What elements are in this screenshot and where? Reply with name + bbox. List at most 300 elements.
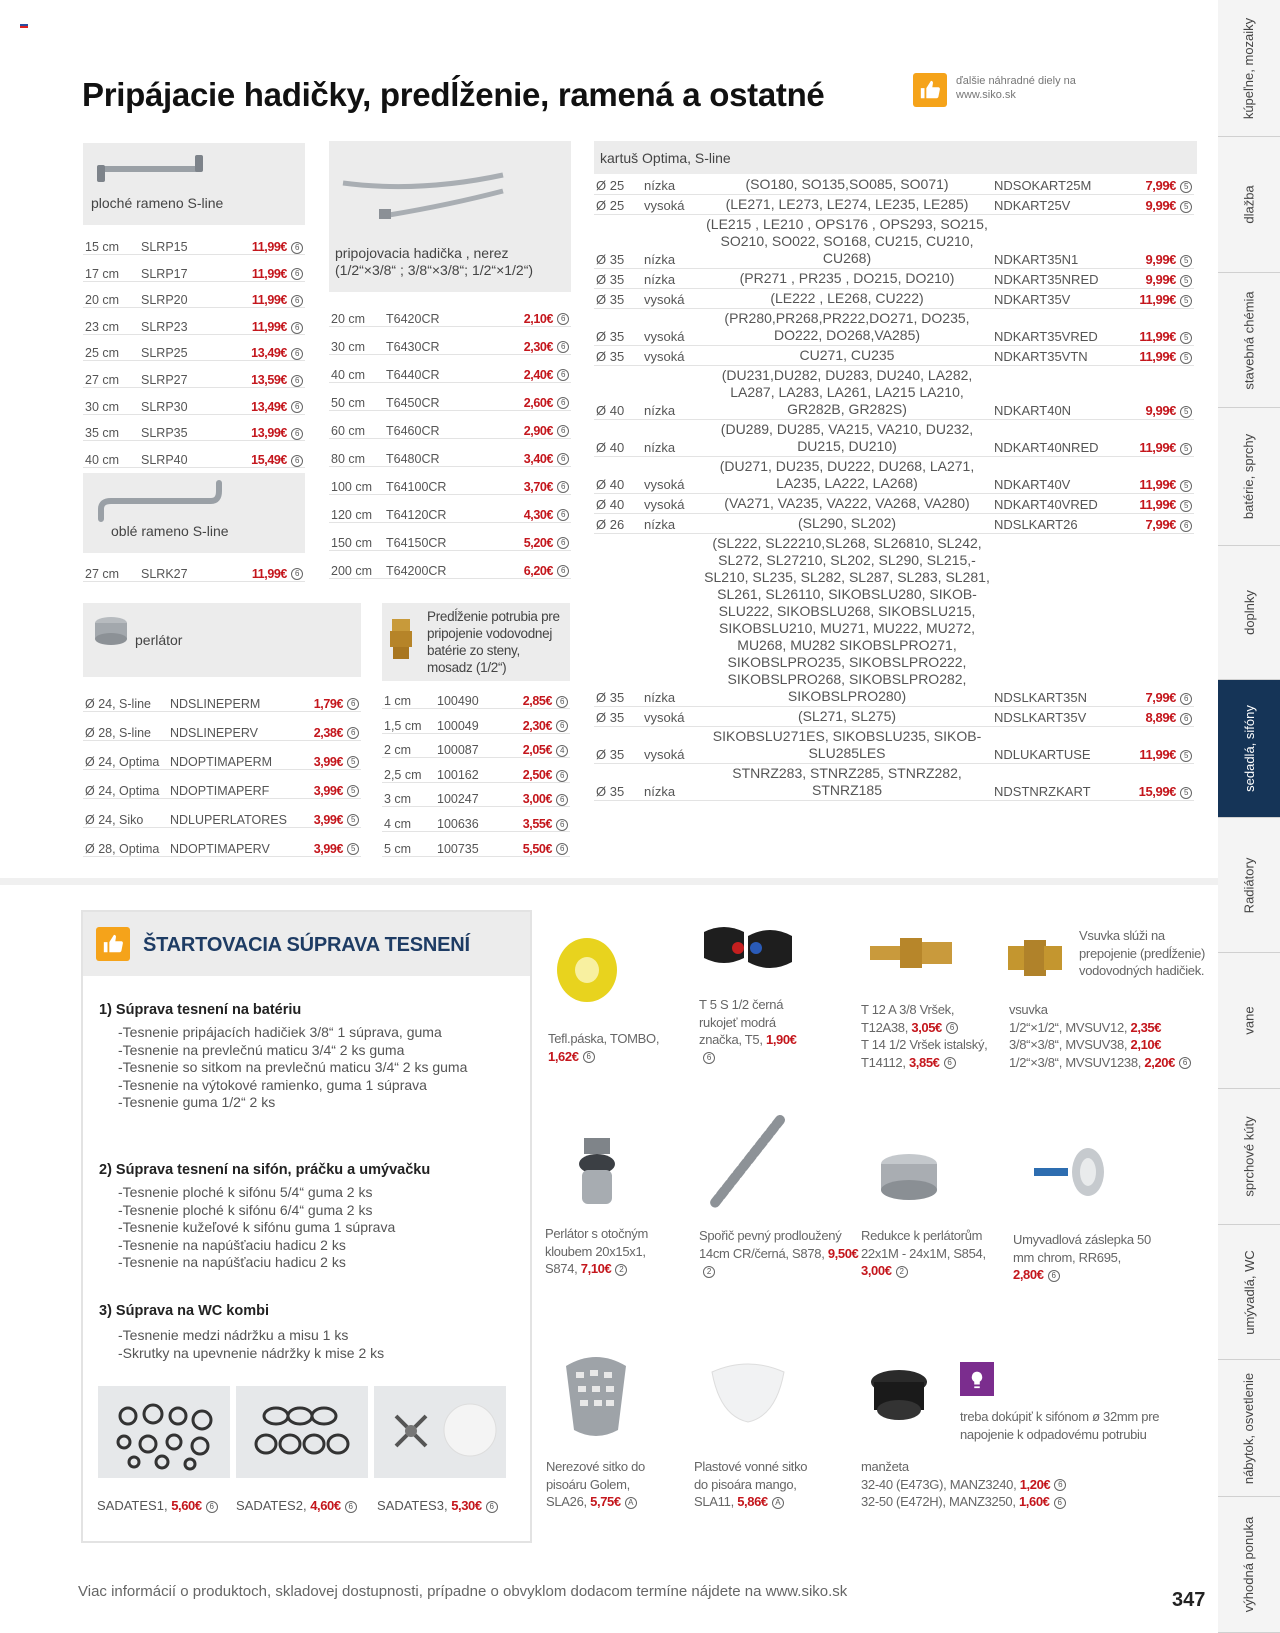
height-cell: vysoká <box>642 195 702 215</box>
vat-badge: 5 <box>1180 181 1192 193</box>
size-cell: Ø 24, Optima <box>83 769 168 798</box>
models-cell: (SL290, SL202) <box>702 514 992 534</box>
price-cell <box>505 684 570 709</box>
models-cell: (SO180, SO135,SO085, SO071) <box>702 175 992 195</box>
price-cell <box>293 798 361 827</box>
flat-arm-title: ploché rameno S-line <box>91 195 224 211</box>
models-cell: (DU231,DU282, DU283, DU240, LA282, LA287, LA283, LA261, LA215 LA210, GR282B, GR282S) <box>702 366 992 420</box>
dia-cell: Ø 40 <box>594 494 642 514</box>
extension-header <box>382 603 570 681</box>
dia-cell: Ø 25 <box>594 175 642 195</box>
price-cell <box>1112 366 1194 420</box>
dia-cell: Ø 35 <box>594 289 642 309</box>
models-cell: STNRZ283, STNRZ285, STNRZ282, STNRZ185 <box>702 764 992 801</box>
size-cell: Ø 24, Optima <box>83 740 168 769</box>
code-cell: SLRP15 <box>139 228 227 255</box>
code-cell: T6440CR <box>384 354 494 382</box>
set-caption: SADATES1, 5,60€ 6 <box>97 1498 218 1513</box>
tab-label: Radiátory <box>1241 857 1257 913</box>
size-cell: 20 cm <box>329 298 384 326</box>
code-cell: T6420CR <box>384 298 494 326</box>
vat-badge: 5 <box>1180 295 1192 307</box>
price-cell <box>227 281 305 308</box>
tab-label: dlažba <box>1241 185 1257 224</box>
price-cell <box>1112 514 1194 534</box>
price-value: 11,99€ <box>1139 497 1176 512</box>
price-value: 13,99€ <box>251 426 287 441</box>
price-cell <box>1112 195 1194 215</box>
table-row <box>382 709 570 734</box>
code-cell: NDKART35VTN <box>992 346 1112 366</box>
code-cell: NDSLINEPERM <box>168 682 293 711</box>
valve-image <box>700 918 796 978</box>
tab-4[interactable] <box>1218 408 1280 546</box>
extension-title: Predĺženie potrubia pre pripojenie vodovodnej batérie zo steny, mosadz (1/2“) <box>427 609 560 675</box>
price-cell <box>293 827 361 856</box>
starter-set-box <box>81 910 532 1543</box>
code-cell: NDKART35N1 <box>992 215 1112 269</box>
price-cell <box>227 255 305 282</box>
size-cell: 2 cm <box>382 733 435 758</box>
plastic-screen-caption: Plastové vonné sitko do pisoára mango, SLA11, 5,86€ A <box>694 1459 808 1509</box>
table-row <box>594 514 1194 534</box>
round-arm-title: oblé rameno S-line <box>111 523 229 539</box>
price-value: 7,99€ <box>1145 178 1176 193</box>
price-value: 9,99€ <box>1145 403 1176 418</box>
table-row <box>83 334 305 361</box>
gasket-set-image <box>98 1386 230 1478</box>
size-cell: 5 cm <box>382 832 435 857</box>
size-cell: 27 cm <box>83 555 139 581</box>
price-cell <box>505 733 570 758</box>
price-value: 3,00€ <box>522 792 552 807</box>
code-cell: SLRP25 <box>139 334 227 361</box>
size-cell: 27 cm <box>83 361 139 388</box>
dia-cell: Ø 35 <box>594 764 642 801</box>
dia-cell: Ø 35 <box>594 707 642 727</box>
price-cell <box>293 740 361 769</box>
price-value: 13,49€ <box>251 399 287 414</box>
table-row <box>594 366 1194 420</box>
vat-badge: 5 <box>1180 500 1192 512</box>
price-cell <box>293 769 361 798</box>
wc-set-image <box>374 1386 506 1478</box>
table-row <box>594 457 1194 494</box>
models-cell: (LE222 , LE268, CU222) <box>702 289 992 309</box>
code-cell: T64120CR <box>384 494 494 522</box>
page-number: 347 <box>1172 1589 1206 1611</box>
dia-cell: Ø 35 <box>594 727 642 764</box>
tab-10[interactable] <box>1218 1225 1280 1360</box>
extension-image <box>386 617 416 661</box>
price-value: 2,30€ <box>522 718 552 733</box>
aerator-reducer-caption: Redukce k perlátorům 22x1M - 24x1M, S854, 3,00€ 2 <box>861 1228 986 1278</box>
sink-plug-image <box>1030 1142 1110 1202</box>
table-row <box>594 215 1194 269</box>
dia-cell: Ø 26 <box>594 514 642 534</box>
aerator-header <box>83 603 361 677</box>
models-cell: (SL271, SL275) <box>702 707 992 727</box>
models-cell: (LE271, LE273, LE274, LE235, LE285) <box>702 195 992 215</box>
hose-table <box>329 298 571 579</box>
models-cell: (LE215 , LE210 , OPS176 , OPS293, SO215, SO210, SO022, SO168, CU215, CU210, CU268) <box>702 215 992 269</box>
sleeve-caption: manžeta 32-40 (E473G), MANZ3240, 1,20€ 6 32-50 (E472H), MANZ3250, 1,60€ 6 <box>861 1458 1081 1511</box>
tab-2[interactable] <box>1218 137 1280 273</box>
vat-badge: 5 <box>1180 255 1192 267</box>
tab-9[interactable] <box>1218 1089 1280 1225</box>
table-row <box>329 326 571 354</box>
water-saver-caption: Spořič pevný prodloužený 14cm CR/černá, S878, 9,50€2 <box>699 1228 859 1276</box>
table-row <box>83 361 305 388</box>
code-cell: 100490 <box>435 684 505 709</box>
size-cell: 15 cm <box>83 228 139 255</box>
valve-top-image <box>866 928 956 978</box>
price-value: 5,20€ <box>523 535 553 550</box>
price-value: 11,99€ <box>251 240 287 255</box>
valve-top-caption: T 12 A 3/8 Vršek, T12A38, 3,05€ 6 T 14 1/2 Vršek istalský, T14112, 3,85€ 6 <box>861 1002 988 1070</box>
size-cell: 80 cm <box>329 438 384 466</box>
code-cell: NDOPTIMAPERM <box>168 740 293 769</box>
height-cell: nízka <box>642 215 702 269</box>
code-cell: 100087 <box>435 733 505 758</box>
tab-8[interactable] <box>1218 953 1280 1089</box>
price-value: 9,99€ <box>1145 198 1176 213</box>
price-value: 3,99€ <box>313 812 343 827</box>
tab-12[interactable] <box>1218 1497 1280 1633</box>
models-cell: (PR280,PR268,PR222,DO271, DO235, DO222, DO268,VA285) <box>702 309 992 346</box>
tab-label: stavebná chémia <box>1241 290 1257 390</box>
size-cell: Ø 24, Siko <box>83 798 168 827</box>
vat-badge: 5 <box>1180 787 1192 799</box>
code-cell: NDKART40VRED <box>992 494 1112 514</box>
price-cell <box>1112 727 1194 764</box>
price-cell <box>227 555 305 581</box>
starter-section-lines: -Tesnenie pripájacích hadičiek 3/8“ 1 súprava, guma -Tesnenie na prevlečnú maticu 3/4“ 2 ks guma -Tesnenie so sitkom na prevlečnú maticu 3/4“ 2 ks guma -Tesnenie na výtokové ramienko, guma 1 súprava -Tesnenie guma 1/2“ 2 ks <box>118 1024 468 1110</box>
starter-section-title: 3) Súprava na WC kombi <box>99 1303 270 1319</box>
price-value: 6,20€ <box>523 563 553 578</box>
vat-badge: 6 <box>291 242 303 254</box>
table-row <box>329 550 571 578</box>
vat-badge: 6 <box>291 568 303 580</box>
table-row <box>382 733 570 758</box>
height-cell: nízka <box>642 269 702 289</box>
table-row <box>594 175 1194 195</box>
price-cell <box>494 410 571 438</box>
extension-table <box>382 684 570 857</box>
price-value: 5,50€ <box>522 841 552 856</box>
tab-label: batérie, sprchy <box>1241 433 1257 520</box>
size-cell: 1 cm <box>382 684 435 709</box>
price-value: 11,99€ <box>251 319 287 334</box>
tab-label: výhodná ponuka <box>1241 1516 1257 1613</box>
dia-cell: Ø 25 <box>594 195 642 215</box>
price-cell <box>494 466 571 494</box>
price-value: 9,99€ <box>1145 272 1176 287</box>
teflon-tape-image <box>552 930 622 1006</box>
height-cell: nízka <box>642 420 702 457</box>
thumbs-up-icon <box>96 927 130 961</box>
aerator-table <box>83 682 361 857</box>
height-cell: vysoká <box>642 727 702 764</box>
thumbs-up-icon <box>913 73 947 107</box>
code-cell: 100636 <box>435 807 505 832</box>
code-cell: NDKART35V <box>992 289 1112 309</box>
swivel-aerator-image <box>574 1134 620 1214</box>
price-cell <box>505 758 570 783</box>
code-cell: NDKART40N <box>992 366 1112 420</box>
price-value: 3,99€ <box>313 754 343 769</box>
sleeve-note: treba dokúpiť k sifónom ø 32mm pre napojenie k odpadovému potrubiu <box>960 1409 1160 1442</box>
price-cell <box>1112 420 1194 457</box>
vat-badge: 6 <box>291 455 303 467</box>
table-row <box>329 298 571 326</box>
price-value: 9,99€ <box>1145 252 1176 267</box>
price-cell <box>227 388 305 415</box>
size-cell: 2,5 cm <box>382 758 435 783</box>
vat-badge: 6 <box>291 375 303 387</box>
table-row <box>594 269 1194 289</box>
size-cell: Ø 28, Optima <box>83 827 168 856</box>
price-cell <box>1112 309 1194 346</box>
table-row <box>594 420 1194 457</box>
size-cell: 60 cm <box>329 410 384 438</box>
vat-badge: 4 <box>556 745 568 757</box>
price-cell <box>494 550 571 578</box>
height-cell: vysoká <box>642 346 702 366</box>
table-row <box>83 414 305 441</box>
size-cell: 35 cm <box>83 414 139 441</box>
code-cell: T6480CR <box>384 438 494 466</box>
dia-cell: Ø 35 <box>594 269 642 289</box>
price-value: 2,30€ <box>523 339 553 354</box>
code-cell: SLRP17 <box>139 255 227 282</box>
table-row <box>329 382 571 410</box>
price-cell <box>1112 494 1194 514</box>
starter-section-title: 2) Súprava tesnení na sifón, práčku a umývačku <box>99 1162 431 1178</box>
price-cell <box>494 354 571 382</box>
price-cell <box>227 361 305 388</box>
sink-plug-caption: Umyvadlová záslepka 50 mm chrom, RR695, 2,80€ 6 <box>1013 1232 1151 1282</box>
table-row <box>83 441 305 468</box>
vat-badge: 6 <box>1180 693 1192 705</box>
vat-badge: 6 <box>556 770 568 782</box>
round-arm-header <box>83 473 305 553</box>
vat-badge: 5 <box>1180 275 1192 287</box>
models-cell: SIKOBSLU271ES, SIKOBSLU235, SIKOB- SLU285LES <box>702 727 992 764</box>
price-cell <box>227 414 305 441</box>
round-arm-image <box>93 477 223 527</box>
tab-6[interactable] <box>1218 680 1280 818</box>
table-row <box>329 438 571 466</box>
price-value: 7,99€ <box>1145 517 1176 532</box>
price-value: 13,59€ <box>251 373 287 388</box>
code-cell: 100162 <box>435 758 505 783</box>
code-cell: NDOPTIMAPERV <box>168 827 293 856</box>
page-title: Pripájacie hadičky, predĺženie, ramená a ostatné <box>82 76 825 113</box>
size-cell: 30 cm <box>83 388 139 415</box>
price-value: 3,99€ <box>313 783 343 798</box>
nipple-caption: vsuvka 1/2“×1/2“, MVSUV12, 2,35€ 3/8“×3/8“, MVSUV38, 2,10€ 1/2“×3/8“, MVSUV1238, 2,20€ 6 <box>1009 1001 1209 1071</box>
height-cell: nízka <box>642 514 702 534</box>
vat-badge: 6 <box>291 348 303 360</box>
price-cell <box>1112 534 1194 707</box>
height-cell: vysoká <box>642 289 702 309</box>
vat-badge: 5 <box>1180 750 1192 762</box>
size-cell: 40 cm <box>329 354 384 382</box>
price-value: 2,50€ <box>522 767 552 782</box>
table-row <box>382 782 570 807</box>
size-cell: 120 cm <box>329 494 384 522</box>
vat-badge: 6 <box>347 727 359 739</box>
table-row <box>594 764 1194 801</box>
height-cell: nízka <box>642 764 702 801</box>
tab-label: kúpeľne, mozaiky <box>1241 17 1257 119</box>
vat-badge: 6 <box>557 397 569 409</box>
code-cell: SLRP30 <box>139 388 227 415</box>
table-row <box>594 727 1194 764</box>
price-cell <box>494 298 571 326</box>
tab-5[interactable] <box>1218 546 1280 680</box>
tab-3[interactable] <box>1218 273 1280 408</box>
price-value: 13,49€ <box>251 346 287 361</box>
aerator-image <box>91 613 131 647</box>
dia-cell: Ø 40 <box>594 420 642 457</box>
table-row <box>594 289 1194 309</box>
vat-badge: 5 <box>1180 352 1192 364</box>
price-value: 11,99€ <box>1139 440 1176 455</box>
code-cell: NDSLKART35V <box>992 707 1112 727</box>
dia-cell: Ø 35 <box>594 215 642 269</box>
models-cell: (VA271, VA235, VA222, VA268, VA280) <box>702 494 992 514</box>
vat-badge: 6 <box>557 313 569 325</box>
height-cell: nízka <box>642 366 702 420</box>
code-cell: T6450CR <box>384 382 494 410</box>
price-cell <box>1112 457 1194 494</box>
vat-badge: 5 <box>1180 332 1192 344</box>
price-cell <box>494 438 571 466</box>
code-cell: NDOPTIMAPERF <box>168 769 293 798</box>
gasket-set-image <box>236 1386 368 1478</box>
vat-badge: 6 <box>556 819 568 831</box>
cartridge-title: kartuš Optima, S-line <box>600 150 731 166</box>
price-cell <box>1112 289 1194 309</box>
language-flag-icon <box>20 22 28 28</box>
code-cell: NDSLKART35N <box>992 534 1112 707</box>
code-cell: SLRP27 <box>139 361 227 388</box>
starter-set-header <box>83 912 530 976</box>
vat-badge: 6 <box>557 481 569 493</box>
steel-screen-image <box>556 1352 634 1438</box>
vat-badge: 6 <box>557 425 569 437</box>
tab-label: umývadlá, WC <box>1241 1249 1257 1335</box>
vat-badge: 6 <box>556 720 568 732</box>
price-value: 11,99€ <box>1139 477 1176 492</box>
size-cell: 25 cm <box>83 334 139 361</box>
dia-cell: Ø 40 <box>594 457 642 494</box>
code-cell: SLRP35 <box>139 414 227 441</box>
table-row <box>594 195 1194 215</box>
set-caption: SADATES3, 5,30€ 6 <box>377 1498 498 1513</box>
dia-cell: Ø 35 <box>594 309 642 346</box>
tab-11[interactable] <box>1218 1360 1280 1497</box>
vat-badge: 6 <box>556 843 568 855</box>
price-cell <box>494 382 571 410</box>
vat-badge: 6 <box>291 322 303 334</box>
price-value: 3,99€ <box>313 841 343 856</box>
size-cell: 23 cm <box>83 308 139 335</box>
price-cell <box>1112 764 1194 801</box>
table-row <box>83 255 305 282</box>
price-value: 11,99€ <box>251 566 287 581</box>
table-row <box>329 522 571 550</box>
vat-badge: 5 <box>347 843 359 855</box>
price-value: 11,99€ <box>1139 349 1176 364</box>
price-cell <box>293 682 361 711</box>
tab-label: sedadlá, sifóny <box>1241 705 1257 792</box>
tab-1[interactable] <box>1218 0 1280 137</box>
price-cell <box>1112 215 1194 269</box>
table-row <box>382 758 570 783</box>
size-cell: 3 cm <box>382 782 435 807</box>
models-cell: (DU271, DU235, DU222, DU268, LA271, LA235, LA222, LA268) <box>702 457 992 494</box>
size-cell: 17 cm <box>83 255 139 282</box>
table-row <box>83 388 305 415</box>
code-cell: 100247 <box>435 782 505 807</box>
table-row <box>83 711 361 740</box>
price-cell <box>505 709 570 734</box>
height-cell: vysoká <box>642 707 702 727</box>
vat-badge: 6 <box>556 794 568 806</box>
table-row <box>83 555 305 581</box>
table-row <box>83 798 361 827</box>
sleeve-image <box>866 1362 932 1428</box>
set-caption: SADATES2, 4,60€ 6 <box>236 1498 357 1513</box>
code-cell: SLRP40 <box>139 441 227 468</box>
table-row <box>83 769 361 798</box>
price-cell <box>227 334 305 361</box>
tab-7[interactable] <box>1218 818 1280 953</box>
code-cell: NDLUKARTUSE <box>992 727 1112 764</box>
models-cell: (DU289, DU285, VA215, VA210, DU232, DU215, DU210) <box>702 420 992 457</box>
price-cell <box>1112 175 1194 195</box>
price-value: 11,99€ <box>251 266 287 281</box>
vat-badge: 6 <box>557 341 569 353</box>
price-cell <box>505 782 570 807</box>
table-row <box>329 466 571 494</box>
spare-parts-note: ďalšie náhradné diely na www.siko.sk <box>956 75 1076 101</box>
price-value: 2,90€ <box>523 423 553 438</box>
price-value: 2,05€ <box>522 743 552 758</box>
vat-badge: 6 <box>557 537 569 549</box>
size-cell: 30 cm <box>329 326 384 354</box>
cartridge-table <box>594 175 1194 801</box>
vat-badge: 6 <box>291 295 303 307</box>
footer-info: Viac informácií o produktoch, skladovej dostupnosti, prípadne o obvyklom dodacom termíne nájdete na www.siko.sk <box>78 1583 848 1600</box>
price-value: 8,89€ <box>1145 710 1176 725</box>
code-cell: T64150CR <box>384 522 494 550</box>
code-cell: T64200CR <box>384 550 494 578</box>
vat-badge: 5 <box>1180 443 1192 455</box>
code-cell: NDSTNRZKART <box>992 764 1112 801</box>
flat-arm-table <box>83 228 305 468</box>
price-cell <box>293 711 361 740</box>
vat-badge: 5 <box>347 756 359 768</box>
price-value: 7,99€ <box>1145 690 1176 705</box>
price-cell <box>494 326 571 354</box>
models-cell: (SL222, SL22210,SL268, SL26810, SL242, SL272, SL27210, SL202, SL290, SL215,- SL210, SL235, SL282, SL287, SL283, SL281, SL261, SL26110, SIKOBSLU280, SIKOB- SLU222, SIKOBSLU268, SIKOBSLU215, SIKOBSLU210, MU271, MU222, MU272, MU268, MU282 SIKOBSLPRO271, SIKOBSLPRO235, SIKOBSLPRO222, SIKOBSLPRO268, SIKOBSLPRO282, SIKOBSLPRO280) <box>702 534 992 707</box>
vat-badge: 5 <box>1180 406 1192 418</box>
starter-section-title: 1) Súprava tesnení na batériu <box>99 1002 302 1018</box>
